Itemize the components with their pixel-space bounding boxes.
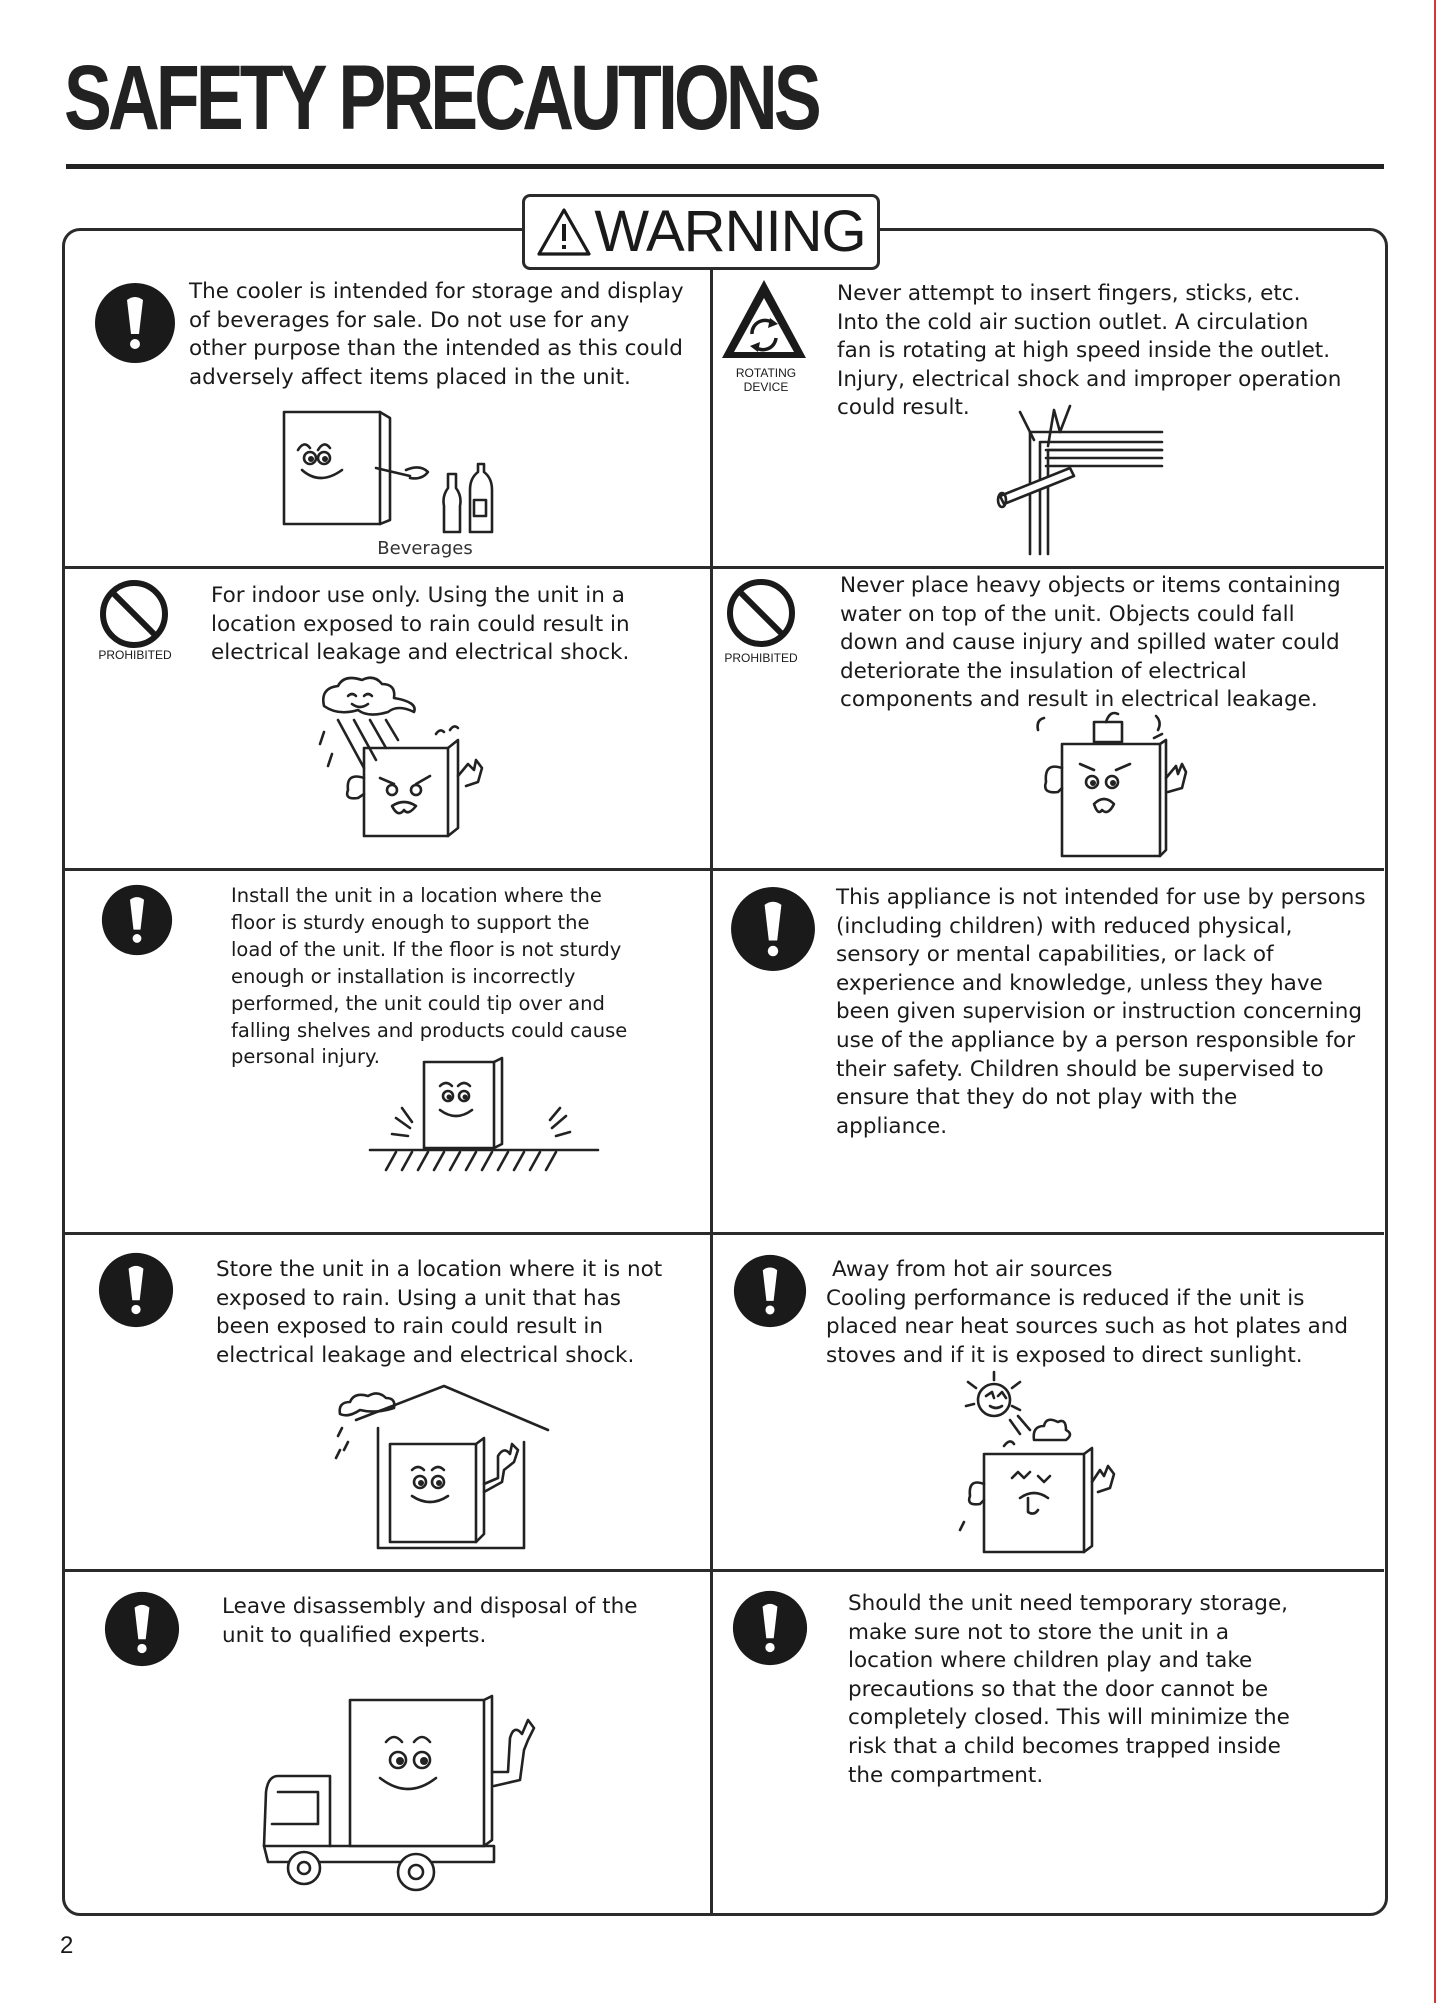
cell-temporary-storage-text <box>848 1590 1290 1790</box>
cooler-with-beverages-illustration <box>280 408 540 558</box>
text-line: precautions so that the door cannot be <box>848 1676 1269 1702</box>
prohibited-caption: PROHIBITED <box>724 651 798 665</box>
text-line: enough or installation is incorrectly <box>231 964 576 988</box>
text-line: other purpose than the intended as this could <box>189 336 683 362</box>
cell-indoor-use-text <box>211 582 630 668</box>
caption-line: DEVICE <box>743 380 789 395</box>
text-line: personal injury. <box>231 1045 380 1069</box>
cell-heavy-objects-text <box>840 572 1341 715</box>
prohibited-caption: PROHIBITED <box>98 648 172 662</box>
warning-banner <box>522 194 880 270</box>
text-line: unit to qualified experts. <box>222 1622 487 1648</box>
text-line: down and cause injury and spilled water could <box>840 630 1340 656</box>
panel-column-divider <box>710 228 713 1914</box>
text-line: of beverages for sale. Do not use for any <box>189 307 630 333</box>
text-line: use of the appliance by a person responsible for <box>836 1027 1356 1053</box>
text-line: electrical leakage and electrical shock. <box>211 640 630 666</box>
text-line: Leave disassembly and disposal of the <box>222 1594 638 1619</box>
text-line: stoves and if it is exposed to direct sunlight. <box>826 1342 1303 1368</box>
exclamation-icon <box>104 1591 180 1667</box>
heavy-object-on-unit-illustration <box>1010 708 1180 868</box>
exclamation-icon <box>94 282 176 364</box>
unit-in-rain-illustration <box>318 676 508 856</box>
row-divider <box>64 868 1384 871</box>
row-divider <box>64 1569 1384 1572</box>
warning-label: WARNING <box>594 199 866 264</box>
warning-triangle-icon <box>536 207 592 257</box>
exclamation-icon <box>733 1254 807 1328</box>
text-line: Into the cold air suction outlet. A circulation <box>837 309 1309 335</box>
prohibited-icon <box>98 578 170 650</box>
text-line: been given supervision or instruction concerning <box>836 999 1362 1025</box>
text-line: floor is sturdy enough to support the <box>231 910 590 934</box>
cell-hot-air-text <box>826 1256 1348 1370</box>
text-line: Injury, electrical shock and improper operation <box>837 366 1342 392</box>
text-line: location where children play and take <box>848 1648 1253 1674</box>
text-line: Should the unit need temporary storage, <box>848 1591 1289 1616</box>
unit-on-sturdy-floor-illustration <box>366 1058 602 1174</box>
text-line: deteriorate the insulation of electrical <box>840 658 1247 684</box>
text-line: their safety. Children should be supervised to <box>836 1056 1324 1082</box>
text-line: the compartment. <box>848 1762 1044 1788</box>
text-line: exposed to rain. Using a unit that has <box>216 1285 622 1311</box>
page-title: SAFETY PRECAUTIONS <box>64 47 818 149</box>
rotating-device-icon <box>718 276 810 366</box>
text-line: appliance. <box>836 1113 948 1139</box>
text-line: This appliance is not intended for use by persons <box>836 885 1366 910</box>
exclamation-icon <box>98 1252 174 1328</box>
text-line: make sure not to store the unit in a <box>848 1619 1230 1645</box>
text-line: For indoor use only. Using the unit in a <box>211 583 625 608</box>
text-line: Never place heavy objects or items containing <box>840 573 1341 598</box>
text-line: Away from hot air sources <box>832 1257 1113 1282</box>
text-line: fan is rotating at high speed inside the outlet. <box>837 338 1331 364</box>
rotating-device-caption <box>728 366 804 395</box>
page-number: 2 <box>60 1932 74 1959</box>
text-line: (including children) with reduced physical, <box>836 913 1293 939</box>
unit-near-heat-illustration <box>954 1378 1124 1558</box>
unit-under-roof-illustration <box>334 1384 550 1554</box>
exclamation-icon <box>730 886 816 972</box>
prohibited-icon <box>725 577 797 649</box>
text-line: completely closed. This will minimize the <box>848 1705 1290 1731</box>
text-line: risk that a child becomes trapped inside <box>848 1733 1281 1759</box>
text-line: Store the unit in a location where it is not <box>216 1257 663 1282</box>
caption-line: ROTATING <box>735 366 797 380</box>
row-divider <box>64 566 1384 569</box>
title-underline <box>66 164 1384 169</box>
text-line: placed near heat sources such as hot plates and <box>826 1314 1349 1340</box>
text-line: electrical leakage and electrical shock. <box>216 1342 635 1368</box>
cell-sturdy-floor-text <box>231 883 627 1071</box>
text-line: Cooling performance is reduced if the unit is <box>826 1285 1305 1311</box>
exclamation-icon <box>732 1590 808 1666</box>
text-line: falling shelves and products could cause <box>231 1018 628 1042</box>
text-line: water on top of the unit. Objects could fall <box>840 601 1295 627</box>
text-line: experience and knowledge, unless they have <box>836 970 1323 996</box>
text-line: Never attempt to insert fingers, sticks, etc. <box>837 281 1301 306</box>
cell-storage-rain-text <box>216 1256 662 1370</box>
text-line: load of the unit. If the floor is not sturdy <box>231 937 622 961</box>
cell-beverages-text <box>189 278 684 392</box>
text-line: Install the unit in a location where the <box>231 884 602 907</box>
text-line: The cooler is intended for storage and display <box>189 279 684 304</box>
row-divider <box>64 1232 1384 1235</box>
text-line: ensure that they do not play with the <box>836 1085 1238 1111</box>
exclamation-icon <box>101 884 173 956</box>
text-line: components and result in electrical leakage. <box>840 687 1318 713</box>
cell-disposal-text <box>222 1593 637 1650</box>
air-outlet-stick-illustration <box>986 402 1166 562</box>
text-line: been exposed to rain could result in <box>216 1314 604 1340</box>
illustration-label: Beverages <box>377 538 473 559</box>
text-line: sensory or mental capabilities, or lack of <box>836 942 1274 968</box>
text-line: performed, the unit could tip over and <box>231 991 605 1015</box>
text-line: could result. <box>837 395 970 421</box>
text-line: location exposed to rain could result in <box>211 611 630 637</box>
cell-reduced-capabilities-text <box>836 884 1366 1141</box>
unit-on-truck-illustration <box>258 1696 558 1896</box>
text-line: adversely affect items placed in the unit. <box>189 364 631 390</box>
